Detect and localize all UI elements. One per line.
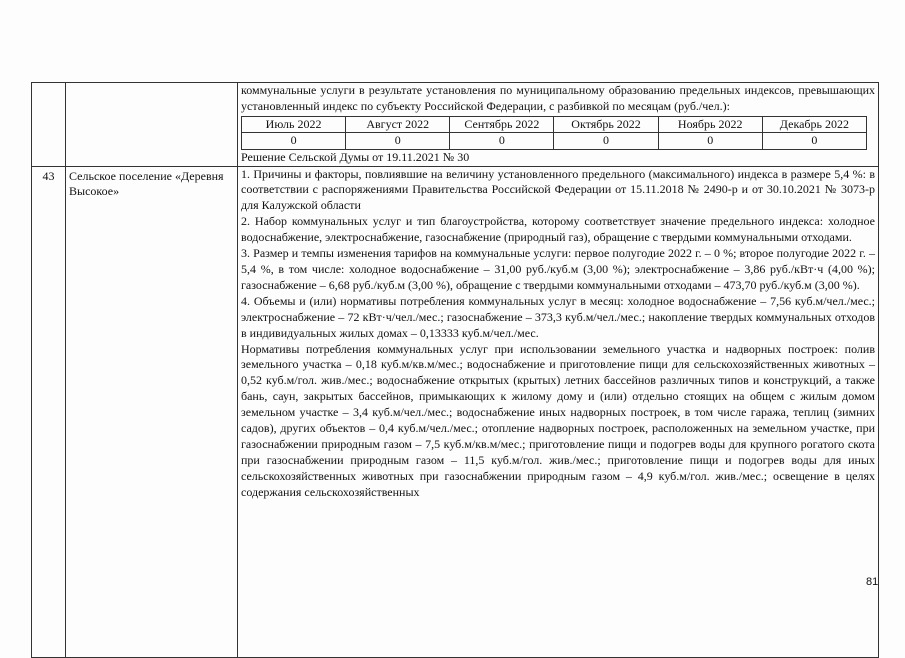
row-text-cell (238, 83, 879, 167)
month-value: 0 (450, 133, 554, 149)
row-name-cell-empty (66, 83, 238, 167)
month-value: 0 (658, 133, 762, 149)
month-value: 0 (242, 133, 346, 149)
month-value: 0 (554, 133, 658, 149)
paragraph-2: 2. Набор коммунальных услуг и тип благоустройства, которому соответствует значение предельного индекса: холодное водоснабжение, электроснабжение, газоснабжение (природный газ), обращение с твердыми коммунальными отходами. (241, 214, 875, 245)
row-number-cell-empty (32, 83, 66, 167)
intro-paragraph: коммунальные услуги в результате установления по муниципальному образованию предельных индексов, превышающих установленный индекс по субъекту Российской Федерации, с разбивкой по месяцам (руб./чел.): (241, 83, 875, 113)
month-header: Ноябрь 2022 (658, 116, 762, 132)
settlement-name: Сельское поселение «Деревня Высокое» (66, 166, 238, 657)
main-table (31, 82, 879, 658)
paragraph-4: 4. Объемы и (или) нормативы потребления коммунальных услуг в месяц: холодное водоснабжение – 7,56 куб.м/чел./мес.; электроснабжение – 72 кВт·ч/чел./мес.; газоснабжение – 373,3 куб.м/чел./мес.; накопление твердых коммунальных отходов в индивидуальных жилых домах – 0,13333 куб.м/чел./мес. (241, 293, 875, 340)
paragraph-5: Нормативы потребления коммунальных услуг при использовании земельного участка и надворных построек: полив земельного участка – 0,18 куб.м/кв.м/мес.; водоснабжение и приготовление пищи для сельскохозяйственных животных – 0,52 куб.м/гол. жив./мес.; водоснабжение открытых (крытых) летних бассейнов различных типов и конструкций, а также бань, саун, закрытых бассейнов, примыкающих к жилому дому и (или) отдельно стоящих на общем с жилым домом земельном участке – 3,4 куб.м/чел./мес.; водоснабжение иных надворных построек, в том числе гаража, теплиц (зимних садов), других объектов – 0,4 куб.м/чел./мес.; отопление надворных построек, расположенных на земельном участке, при газоснабжении природным газом – 7,5 куб.м/кв.м/мес.; приготовление пищи и подогрев воды для крупного рогатого скота при газоснабжении природным газом – 11,5 куб.м/гол. жив./мес.; приготовление пищи и подогрев воды для иных сельскохозяйственных животных при газоснабжении природным газом – 4,9 куб.м/гол. жив./мес.; освещение в целях содержания сельскохозяйственных (241, 341, 875, 499)
paragraph-1: 1. Причины и факторы, повлиявшие на величину установленного предельного (максимального) индекса в размере 5,4 %: в соответствии с распоряжениями Правительства Российской Федерации от 15.11.2018 № 2490-р и от 30.10.2021 № 3073-р для Калужской области (241, 166, 875, 213)
month-value: 0 (762, 133, 866, 149)
month-header: Июль 2022 (242, 116, 346, 132)
month-header: Декабрь 2022 (762, 116, 866, 132)
months-table (241, 116, 867, 150)
page-number: 81 (866, 576, 879, 588)
table-row-continuation (32, 83, 879, 167)
row-text-cell (238, 166, 879, 657)
month-header: Август 2022 (346, 116, 450, 132)
decision-text: Решение Сельской Думы от 19.11.2021 № 30 (241, 149, 470, 164)
month-header: Октябрь 2022 (554, 116, 658, 132)
months-header-row (242, 116, 867, 132)
paragraph-3: 3. Размер и темпы изменения тарифов на коммунальные услуги: первое полугодие 2022 г. – 0 %; второе полугодие 2022 г. – 5,4 %, в том числе: холодное водоснабжение – 31,00 руб./куб.м (3,00 %); электроснабжение – 3,86 руб./кВт·ч (4,00 %); газоснабжение – 6,68 руб./куб.м (3,00 %), обращение с твердыми коммунальными отходами – 473,70 руб./куб.м (3,00 %). (241, 246, 875, 292)
month-header: Сентябрь 2022 (450, 116, 554, 132)
table-row-43 (32, 166, 879, 657)
month-value: 0 (346, 133, 450, 149)
row-number: 43 (32, 166, 66, 657)
months-values-row (242, 133, 867, 149)
